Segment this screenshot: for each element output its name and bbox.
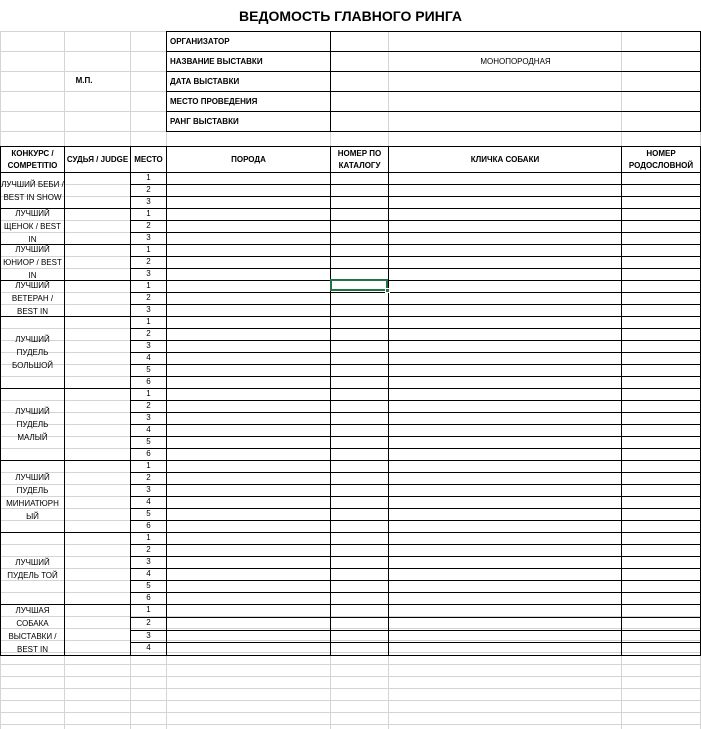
- row-line: [130, 556, 701, 557]
- row-line: [130, 328, 701, 329]
- place-number: 4: [146, 497, 151, 506]
- place-number: 2: [146, 293, 151, 302]
- place-number: 2: [146, 401, 151, 410]
- row-line: [130, 568, 701, 569]
- row-line: [130, 376, 701, 377]
- row-line: [130, 448, 701, 449]
- column-line: [166, 31, 167, 132]
- column-header-name: КЛИЧКА СОБАКИ: [470, 154, 540, 164]
- column-line: [130, 172, 131, 656]
- place-number: 1: [146, 461, 151, 470]
- row-line: [130, 424, 701, 425]
- row-line: [0, 676, 701, 677]
- column-header-breed: ПОРОДА: [231, 154, 266, 164]
- row-line: [130, 292, 701, 293]
- row-line: [166, 131, 701, 132]
- place-number: 3: [146, 233, 151, 242]
- place-number: 3: [146, 413, 151, 422]
- row-line: [0, 628, 701, 629]
- row-line: [0, 655, 701, 656]
- place-number: 1: [146, 317, 151, 326]
- sheet-title: ВЕДОМОСТЬ ГЛАВНОГО РИНГА: [239, 8, 462, 24]
- row-line: [0, 700, 701, 701]
- place-number: 5: [146, 509, 151, 518]
- place-number: 5: [146, 437, 151, 446]
- place-number: 5: [146, 581, 151, 590]
- contest-label: ЛУЧШИЙ ЩЕНОК / BEST IN: [3, 209, 62, 244]
- row-line: [0, 208, 701, 209]
- row-line: [130, 496, 701, 497]
- row-line: [0, 688, 701, 689]
- row-line: [0, 532, 701, 533]
- place-number: 2: [146, 545, 151, 554]
- place-number: 5: [146, 365, 151, 374]
- column-line: [0, 172, 1, 656]
- contest-label: ЛУЧШИЙ ПУДЕЛЬ ТОЙ: [7, 557, 58, 580]
- place-number: 2: [146, 185, 151, 194]
- column-header-place: МЕСТО: [134, 154, 163, 164]
- place-number: 3: [146, 485, 151, 494]
- column-line: [330, 172, 331, 656]
- contest-label: ЛУЧШИЙ БЕБИ / BEST IN SHOW: [1, 179, 64, 202]
- row-line: [130, 220, 701, 221]
- row-line: [130, 642, 701, 643]
- row-line: [130, 544, 701, 545]
- place-number: 3: [146, 269, 151, 278]
- row-line: [130, 268, 701, 269]
- row-line: [0, 664, 701, 665]
- column-line: [64, 172, 65, 656]
- row-line: [130, 352, 701, 353]
- column-line: [388, 172, 389, 656]
- info-value: МОНОПОРОДНАЯ: [480, 57, 551, 66]
- column-line: [330, 31, 331, 132]
- row-line: [130, 304, 701, 305]
- contest-label: ЛУЧШИЙ ПУДЕЛЬ МИНИАТЮРН ЫЙ: [6, 472, 59, 521]
- info-label: РАНГ ВЫСТАВКИ: [170, 117, 239, 126]
- row-line: [0, 316, 701, 317]
- column-header-pedigree: НОМЕР РОДОСЛОВНОЙ: [628, 148, 694, 170]
- row-line: [130, 196, 701, 197]
- contest-label: ЛУЧШИЙ ЮНИОР / BEST IN: [3, 245, 62, 280]
- place-number: 1: [146, 533, 151, 542]
- row-line: [0, 460, 701, 461]
- row-line: [130, 472, 701, 473]
- place-number: 3: [146, 557, 151, 566]
- row-line: [0, 724, 701, 725]
- place-number: 1: [146, 209, 151, 218]
- row-line: [0, 652, 701, 653]
- place-number: 1: [146, 173, 151, 182]
- column-header-contest: КОНКУРС / COMPETITIO: [7, 148, 58, 170]
- row-line: [130, 256, 701, 257]
- contest-label: ЛУЧШАЯ СОБАКА ВЫСТАВКИ / BEST IN: [8, 606, 57, 655]
- place-number: 4: [146, 643, 151, 653]
- selected-cell[interactable]: [330, 279, 388, 291]
- column-header-judge: СУДЬЯ / JUDGE: [66, 154, 129, 164]
- fill-handle[interactable]: [385, 288, 390, 293]
- info-label: НАЗВАНИЕ ВЫСТАВКИ: [170, 57, 263, 66]
- row-line: [130, 484, 701, 485]
- row-line: [0, 712, 701, 713]
- row-line: [130, 184, 701, 185]
- place-number: 3: [146, 630, 151, 640]
- place-number: 1: [146, 281, 151, 290]
- row-line: [130, 400, 701, 401]
- row-line: [0, 640, 701, 641]
- row-line: [130, 364, 701, 365]
- column-line: [621, 172, 622, 656]
- stamp-label: М.П.: [75, 75, 93, 85]
- row-line: [130, 508, 701, 509]
- place-number: 1: [146, 605, 151, 614]
- info-label: ДАТА ВЫСТАВКИ: [170, 77, 240, 86]
- place-number: 3: [146, 305, 151, 314]
- place-number: 4: [146, 353, 151, 362]
- place-number: 2: [146, 617, 151, 627]
- place-number: 1: [146, 389, 151, 398]
- contest-label: ЛУЧШИЙ ВЕТЕРАН / BEST IN: [11, 281, 54, 316]
- contest-label: ЛУЧШИЙ ПУДЕЛЬ БОЛЬШОЙ: [11, 335, 54, 370]
- row-line: [130, 340, 701, 341]
- row-line: [130, 412, 701, 413]
- row-line: [0, 172, 701, 173]
- place-number: 2: [146, 257, 151, 266]
- row-line: [0, 604, 701, 605]
- row-line: [130, 630, 701, 631]
- info-label: МЕСТО ПРОВЕДЕНИЯ: [170, 97, 258, 106]
- place-number: 1: [146, 245, 151, 254]
- row-line: [130, 592, 701, 593]
- column-header-catalog: НОМЕР ПО КАТАЛОГУ: [337, 148, 382, 170]
- place-number: 6: [146, 449, 151, 458]
- place-number: 6: [146, 521, 151, 530]
- row-line: [130, 580, 701, 581]
- place-number: 4: [146, 569, 151, 578]
- place-number: 2: [146, 221, 151, 230]
- place-number: 2: [146, 329, 151, 338]
- place-number: 6: [146, 593, 151, 602]
- row-line: [130, 436, 701, 437]
- info-label: ОРГАНИЗАТОР: [170, 37, 230, 46]
- place-number: 2: [146, 473, 151, 482]
- place-number: 3: [146, 341, 151, 350]
- row-line: [130, 617, 701, 618]
- row-line: [0, 244, 701, 245]
- place-number: 6: [146, 377, 151, 386]
- contest-label: ЛУЧШИЙ ПУДЕЛЬ МАЛЫЙ: [15, 407, 50, 442]
- column-line: [166, 172, 167, 656]
- place-number: 4: [146, 425, 151, 434]
- row-line: [130, 232, 701, 233]
- place-number: 3: [146, 197, 151, 206]
- row-line: [0, 388, 701, 389]
- row-line: [130, 520, 701, 521]
